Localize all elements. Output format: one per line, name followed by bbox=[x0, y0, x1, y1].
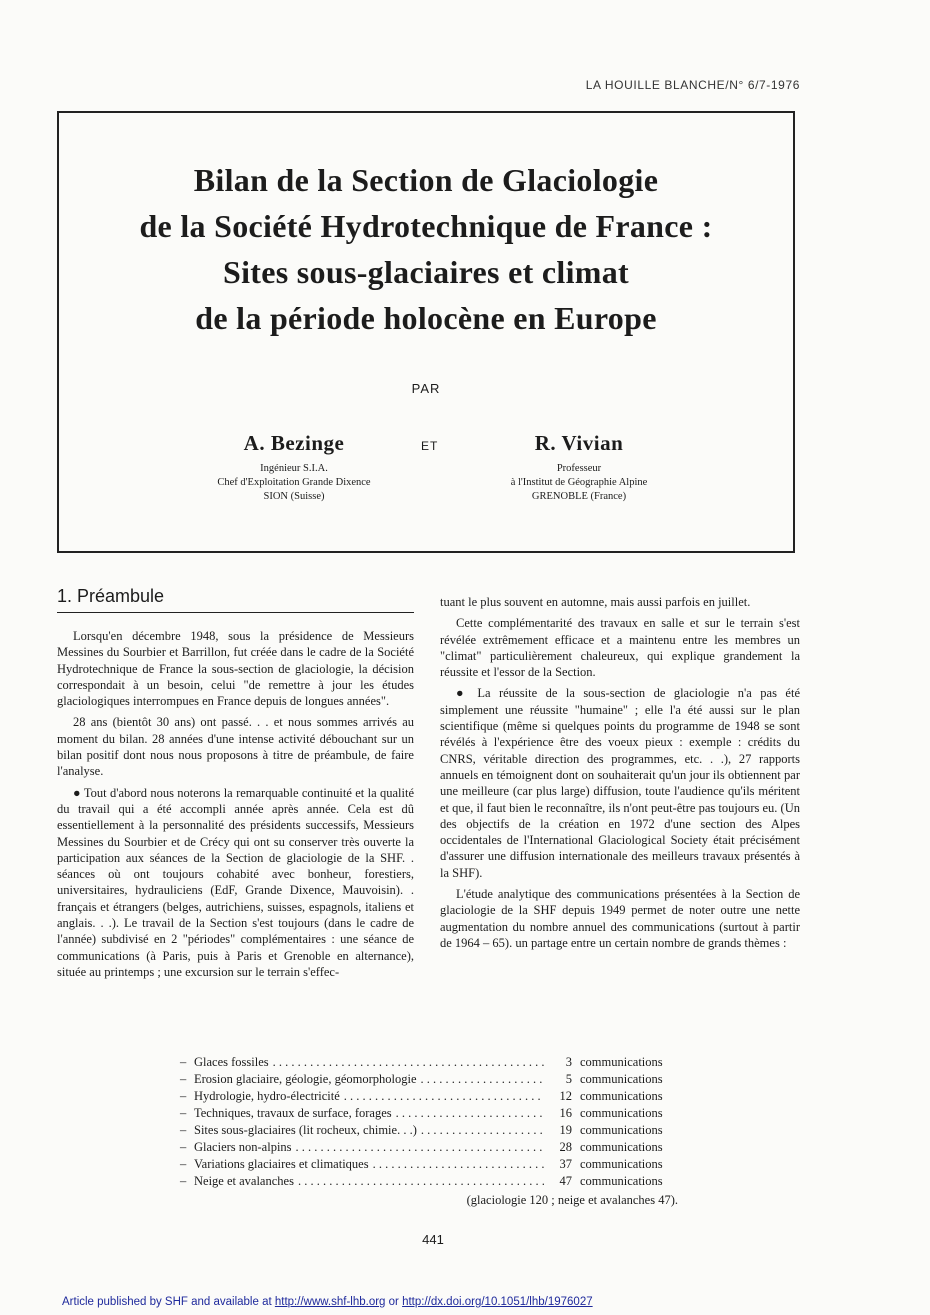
theme-unit: communications bbox=[580, 1055, 663, 1069]
theme-row: – Sites sous-glaciaires (lit rocheux, chimie. . .) . . . 19 communications bbox=[180, 1122, 680, 1139]
theme-row: – Neige et avalanches . . . 47 communications bbox=[180, 1173, 680, 1190]
shf-link[interactable]: http://www.shf-lhb.org bbox=[274, 1296, 386, 1308]
author-name: R. Vivian bbox=[534, 431, 624, 455]
theme-label: Variations glaciaires et climatiques bbox=[194, 1157, 369, 1171]
themes-list bbox=[180, 1054, 680, 1209]
theme-unit: communications bbox=[580, 1123, 663, 1137]
theme-label: Techniques, travaux de surface, forages bbox=[194, 1106, 392, 1120]
theme-row: – Techniques, travaux de surface, forages . . . 16 communications bbox=[180, 1105, 680, 1122]
byline-et: ET bbox=[421, 439, 439, 453]
theme-label: Glaciers non-alpins bbox=[194, 1140, 292, 1154]
left-column bbox=[57, 628, 414, 985]
themes-note: (glaciologie 120 ; neige et avalanches 47). bbox=[466, 1193, 678, 1207]
theme-row: – Glaciers non-alpins . . . 28 communications bbox=[180, 1139, 680, 1156]
theme-count: 37 bbox=[559, 1157, 572, 1171]
author-affiliation-line: GRENOBLE (France) bbox=[531, 491, 627, 502]
theme-label: Neige et avalanches bbox=[194, 1174, 294, 1188]
theme-row: – Glaces fossiles . . . 3 communications bbox=[180, 1054, 680, 1071]
theme-unit: communications bbox=[580, 1089, 663, 1103]
theme-label: Sites sous-glaciaires (lit rocheux, chimie. . .) bbox=[194, 1123, 417, 1137]
body-paragraph: tuant le plus souvent en automne, mais aussi parfois en juillet. bbox=[440, 595, 751, 609]
doi-link[interactable]: http://dx.doi.org/10.1051/lhb/1976027 bbox=[402, 1296, 593, 1308]
title-box bbox=[57, 111, 795, 553]
title-line: Sites sous-glaciaires et climat bbox=[223, 254, 629, 290]
author-affiliation-line: Professeur bbox=[556, 463, 602, 474]
footer-prefix: Article published by SHF and available at bbox=[62, 1296, 275, 1308]
theme-count: 28 bbox=[559, 1140, 572, 1154]
theme-count: 16 bbox=[559, 1106, 572, 1120]
theme-unit: communications bbox=[580, 1072, 663, 1086]
right-column bbox=[440, 594, 800, 956]
title-line: de la Société Hydrotechnique de France : bbox=[139, 208, 713, 244]
theme-count: 5 bbox=[565, 1072, 572, 1086]
author-affiliation-line: SION (Suisse) bbox=[263, 491, 325, 502]
body-paragraph: ● La réussite de la sous-section de glaciologie n'a pas été simplement une réussite "humaine" ; elle l'a été aussi sur le plan scientifique (même si quelques points du programme de 1948 se sont révélés à l'expérience être des voeux pieux : exemple : crédits du CNRS, véritable direction des programmes, etc. . .), 27 rapports annuels en témoignent dont on souhaiterait qu'un jour ils obtiennent par une meilleure (car plus large) diffusion, toute l'audience qu'ils méritent et que, il faut bien le reconnaître, ils n'ont peut-être pas toujours eu. (Un des objectifs de la création en 1972 d'une section des Alpes occidentales de l'International Glaciological Society était précisément d'assurer une diffusion internationale des meilleurs travaux présentés à la SHF). bbox=[440, 686, 800, 880]
publisher-footer bbox=[62, 1296, 593, 1308]
author-affiliation-line: à l'Institut de Géographie Alpine bbox=[510, 477, 648, 488]
theme-unit: communications bbox=[580, 1174, 663, 1188]
theme-row: – Erosion glaciaire, géologie, géomorphologie . . . 5 communications bbox=[180, 1071, 680, 1088]
body-paragraph: 28 ans (bientôt 30 ans) ont passé. . . et nous sommes arrivés au moment du bilan. 28 années d'une intense activité débouchant sur un bilan positif dont nous nous proposons à titre de préambule, de faire l'analyse. bbox=[57, 715, 414, 779]
theme-count: 19 bbox=[559, 1123, 572, 1137]
theme-count: 3 bbox=[565, 1055, 572, 1069]
body-paragraph: ● Tout d'abord nous noterons la remarquable continuité et la qualité du travail qui a été accompli année après année. Cela est dû essentiellement à la personnalité des présidents successifs, Messieurs Messines du Sourbier et de Crécy qui ont su conserver très ouverte la participation aux séances de la Section de glaciologie de la SHF. . séances où ont toujours cohabité avec bonheur, forestiers, universitaires, hydrauliciens (EdF, Grande Dixence, Mauvoisin). . français et étrangers (belges, autrichiens, suisses, espagnols, italiens et anglais. . .). Le travail de la Section s'est toujours (dans le cadre de l'année) subdivisé en 2 "périodes" complémentaires : une séance de communications (à Paris, puis à Paris et Grenoble en alternance), située au printemps ; une excursion sur le terrain s'effec- bbox=[57, 785, 414, 979]
page-number: 441 bbox=[422, 1232, 444, 1247]
body-paragraph: Cette complémentarité des travaux en salle et sur le terrain s'est révélée extrêmement efficace et a maintenu entre les membres un "climat" particulièrement chaleureux, qui explique grandement la réussite et l'essor de la Section. bbox=[440, 616, 800, 680]
byline-par: PAR bbox=[411, 381, 441, 396]
theme-row: – Hydrologie, hydro-électricité . . . 12 communications bbox=[180, 1088, 680, 1105]
author-affiliation-line: Chef d'Exploitation Grande Dixence bbox=[217, 477, 371, 488]
theme-label: Erosion glaciaire, géologie, géomorphologie bbox=[194, 1072, 417, 1086]
article-title bbox=[59, 157, 793, 341]
theme-count: 12 bbox=[559, 1089, 572, 1103]
theme-unit: communications bbox=[580, 1157, 663, 1171]
theme-label: Glaces fossiles bbox=[194, 1055, 269, 1069]
theme-unit: communications bbox=[580, 1106, 663, 1120]
author-name: A. Bezinge bbox=[243, 431, 345, 455]
section-heading: 1. Préambule bbox=[57, 586, 414, 613]
theme-row: – Variations glaciaires et climatiques . . . 37 communications bbox=[180, 1156, 680, 1173]
body-paragraph: Lorsqu'en décembre 1948, sous la présidence de Messieurs Messines du Sourbier et Barrillon, fut créée dans le cadre de la Société Hydrotechnique de France la sous-section de glaciologie, la décision correspondait à un besoin, celui "de remettre à jour les études glaciologiques interrompues en France depuis de longues années". bbox=[57, 629, 414, 709]
author-bezinge bbox=[179, 431, 409, 504]
theme-unit: communications bbox=[580, 1140, 663, 1154]
body-paragraph: L'étude analytique des communications présentées à la Section de glaciologie de la SHF depuis 1949 permet de noter outre une nette augmentation du nombre annuel des communications (surtout à partir de 1964 – 65). un partage entre un certain nombre de grands thèmes : bbox=[440, 887, 800, 950]
title-line: de la période holocène en Europe bbox=[195, 300, 657, 336]
title-line: Bilan de la Section de Glaciologie bbox=[193, 162, 659, 198]
theme-label: Hydrologie, hydro-électricité bbox=[194, 1089, 340, 1103]
author-affiliation-line: Ingénieur S.I.A. bbox=[260, 463, 328, 474]
author-vivian bbox=[459, 431, 699, 504]
footer-middle: or bbox=[385, 1296, 403, 1308]
theme-count: 47 bbox=[559, 1174, 572, 1188]
journal-header: LA HOUILLE BLANCHE/N° 6/7-1976 bbox=[585, 78, 800, 92]
